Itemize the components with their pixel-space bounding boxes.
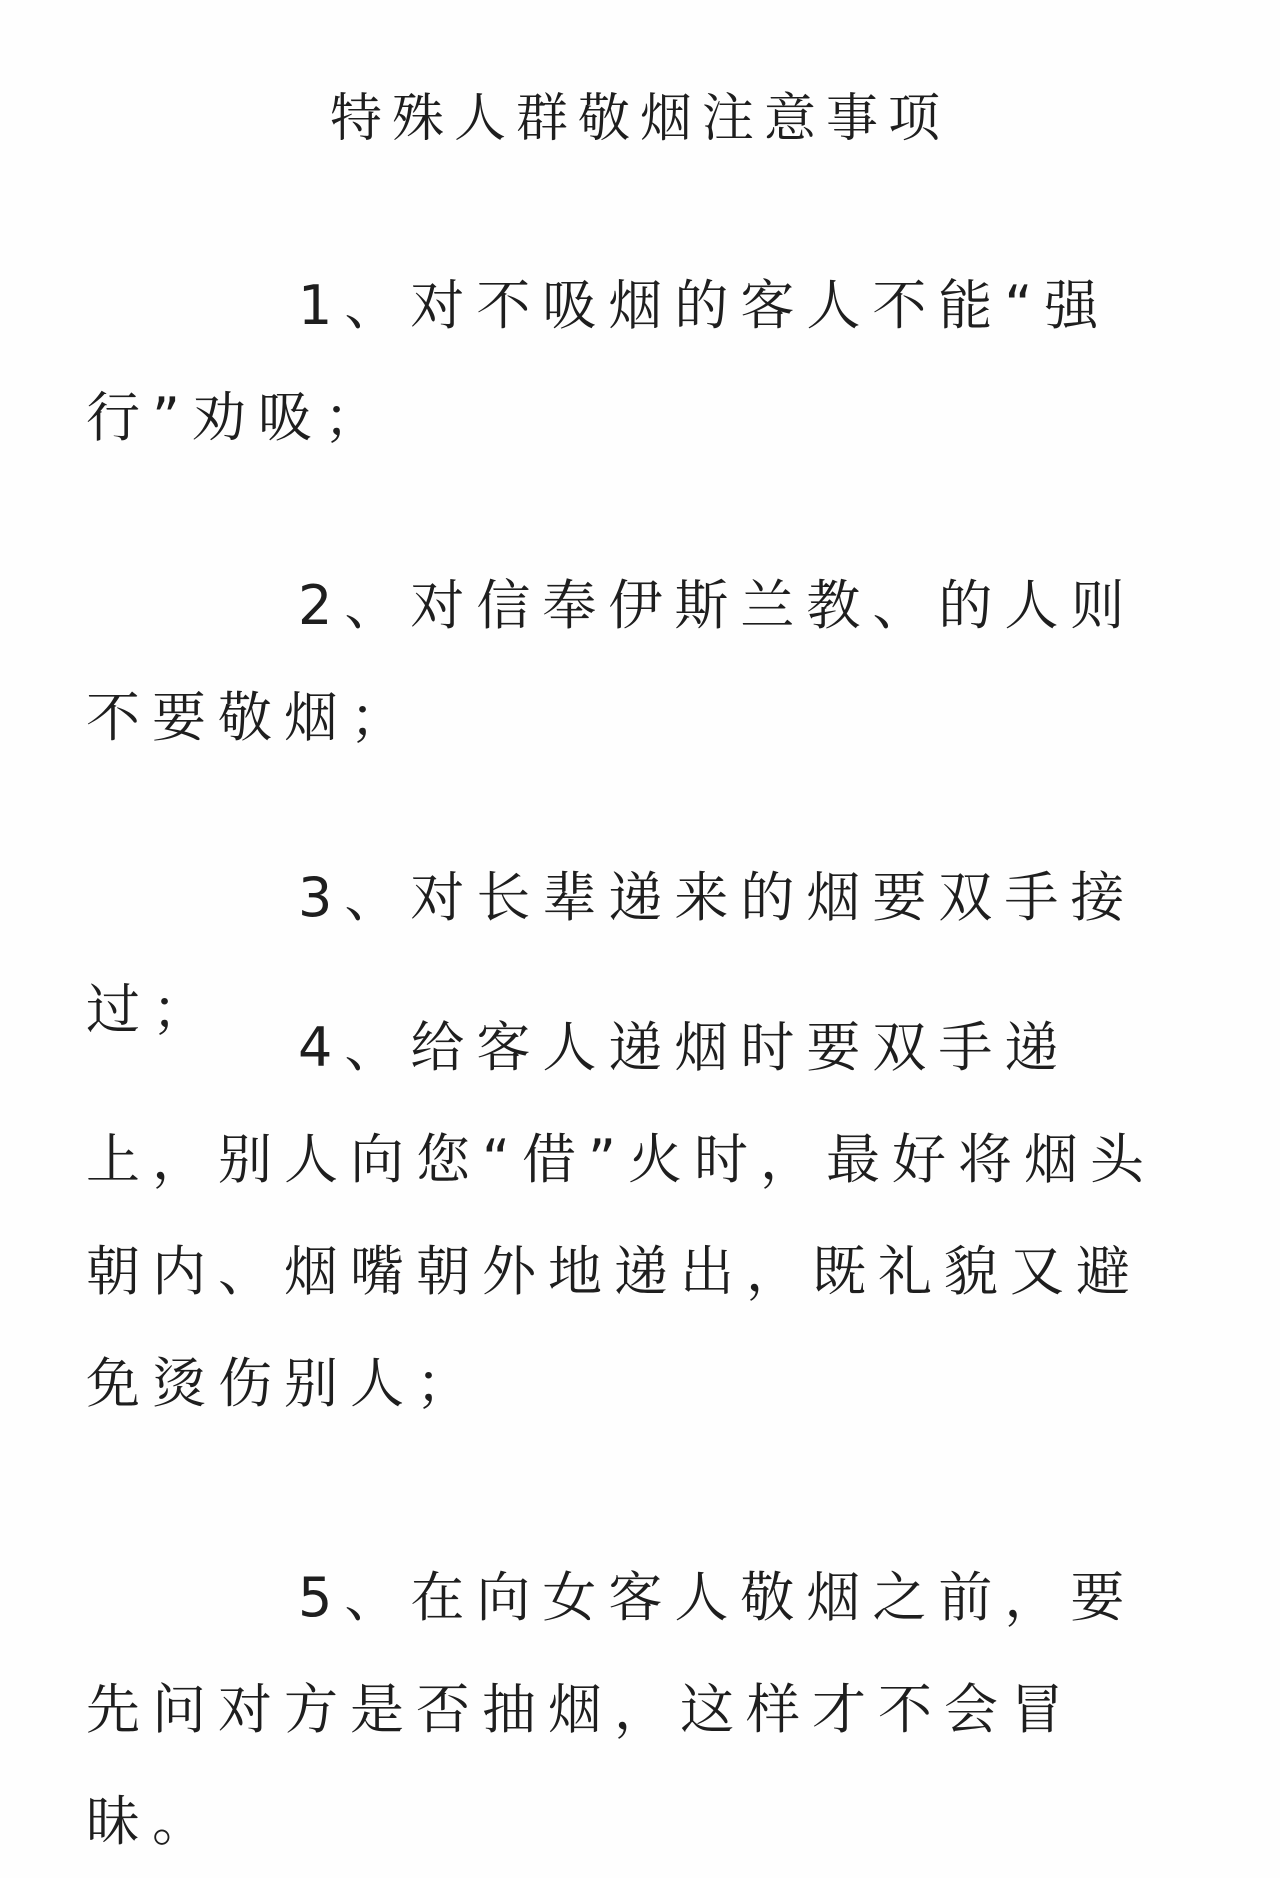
list-item-3: 3、对长辈递来的烟要双手接过；: [86, 866, 1137, 1041]
list-item-2: 2、对信奉伊斯兰教、的人则不要敬烟；: [86, 574, 1137, 749]
list-item-4: 4、给客人递烟时要双手递上，别人向您“借”火时，最好将烟头朝内、烟嘴朝外地递出，既礼貌又避免烫伤别人；: [86, 1016, 1156, 1415]
page-title: 特殊人群敬烟注意事项: [329, 88, 950, 149]
list-item-5: 5、在向女客人敬烟之前，要先问对方是否抽烟，这样才不会冒昧。: [86, 1566, 1137, 1853]
list-item-1: 1、对不吸烟的客人不能“强行”劝吸；: [86, 274, 1111, 449]
